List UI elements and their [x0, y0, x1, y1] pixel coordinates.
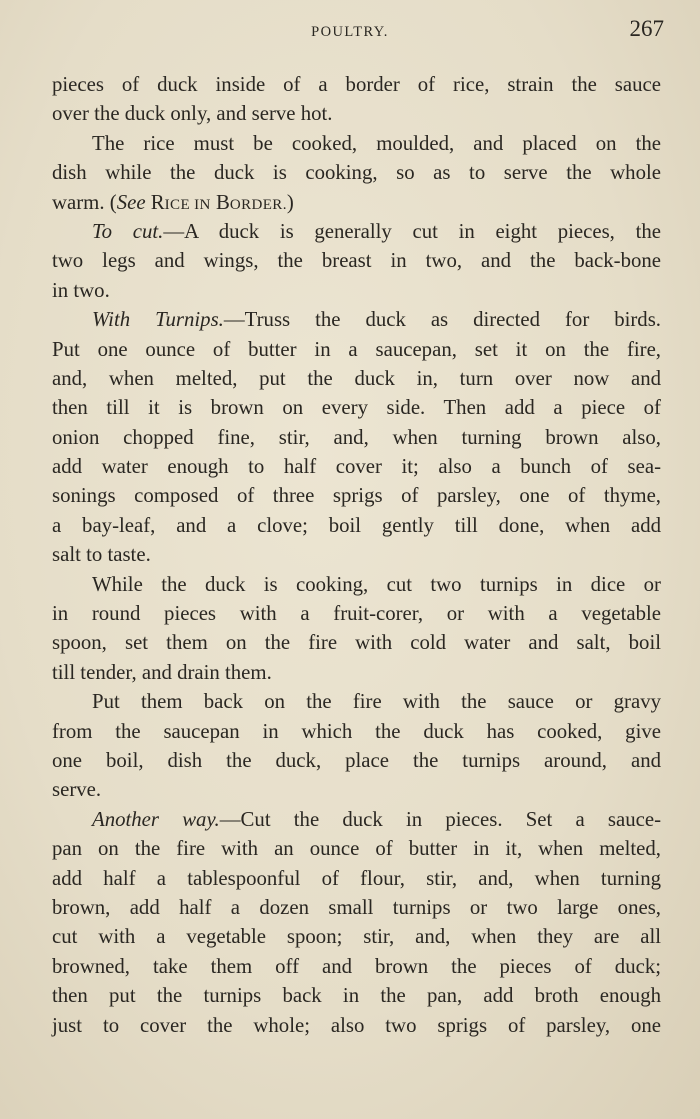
section-lead-in: Another way.: [92, 807, 220, 831]
paragraph-to-cut: [52, 217, 661, 305]
text-line: two legs and wings, the breast in two, and the back-bone: [52, 249, 661, 273]
text-line: in two.: [52, 278, 110, 302]
section-lead-in: To cut.: [92, 219, 164, 243]
section-lead-in: With Turnips.: [92, 308, 224, 332]
text-line: in round pieces with a fruit-corer, or with a vegetable: [52, 602, 661, 626]
page-body: [52, 70, 661, 1040]
text-line: salt to taste.: [52, 543, 151, 567]
text-line: browned, take them off and brown the pieces of duck;: [52, 954, 661, 978]
text-line: Put one ounce of butter in a saucepan, set it on the fire,: [52, 337, 661, 361]
text-fragment: —Cut the duck in pieces. Set a sauce-: [219, 807, 661, 831]
text-line: [52, 188, 661, 217]
paragraph-with-turnips: [52, 305, 661, 570]
text-line: then put the turnips back in the pan, add broth enough: [52, 984, 661, 1008]
text-line: pan on the fire with an ounce of butter in it, when melted,: [52, 837, 661, 861]
text-fragment: —Truss the duck as directed for birds.: [223, 308, 661, 332]
text-fragment: ): [286, 190, 294, 214]
text-line: The rice must be cooked, moulded, and placed on the: [92, 131, 661, 155]
text-fragment: warm. (: [52, 190, 117, 214]
see-reference: See: [116, 190, 146, 214]
small-caps-text: ORDER.: [229, 196, 287, 213]
text-line: dish while the duck is cooking, so as to serve the whole: [52, 161, 661, 185]
page-header: [0, 16, 700, 52]
paragraph-rice: [52, 129, 661, 217]
text-line: pieces of duck inside of a border of rice, strain the sauce: [52, 73, 661, 96]
text-line: sonings composed of three sprigs of parsley, one of thyme,: [52, 484, 661, 508]
text-line: till tender, and drain them.: [52, 660, 272, 684]
text-line: cut with a vegetable spoon; stir, and, when they are all: [52, 925, 661, 949]
text-line: add water enough to half cover it; also a bunch of sea-: [52, 455, 661, 479]
small-caps-initial: R: [145, 190, 165, 214]
text-line: Put them back on the fire with the sauce or gravy: [92, 690, 661, 714]
paragraph-continuation: [52, 70, 661, 129]
text-line: from the saucepan in which the duck has cooked, give: [52, 719, 661, 743]
text-line: over the duck only, and serve hot.: [52, 102, 333, 126]
text-line: just to cover the whole; also two sprigs of parsley, one: [52, 1013, 661, 1037]
text-line: then till it is brown on every side. Then add a piece of: [52, 396, 661, 420]
small-caps-initial: B: [210, 190, 230, 214]
paragraph-turnips-cooking: [52, 570, 661, 688]
text-line: brown, add half a dozen small turnips or two large ones,: [52, 895, 661, 919]
small-caps-text: ICE IN: [164, 196, 211, 213]
text-line: While the duck is cooking, cut two turnips in dice or: [92, 572, 661, 596]
text-line: a bay-leaf, and a clove; boil gently till done, when add: [52, 513, 661, 537]
text-line: onion chopped fine, stir, and, when turning brown also,: [52, 425, 661, 449]
text-fragment: —A duck is generally cut in eight pieces, the: [163, 219, 661, 243]
running-head: POULTRY.: [311, 24, 389, 40]
text-line: [52, 805, 661, 834]
paragraph-serving: [52, 687, 661, 805]
text-line: [52, 217, 661, 246]
text-line: [52, 305, 661, 334]
text-line: serve.: [52, 778, 102, 802]
text-line: one boil, dish the duck, place the turnips around, and: [52, 748, 661, 772]
text-line: spoon, set them on the fire with cold water and salt, boil: [52, 631, 661, 655]
text-line: add half a tablespoonful of flour, stir, and, when turning: [52, 866, 661, 890]
page-number: 267: [629, 16, 664, 41]
paragraph-another-way: [52, 805, 661, 1040]
text-line: and, when melted, put the duck in, turn over now and: [52, 366, 661, 390]
